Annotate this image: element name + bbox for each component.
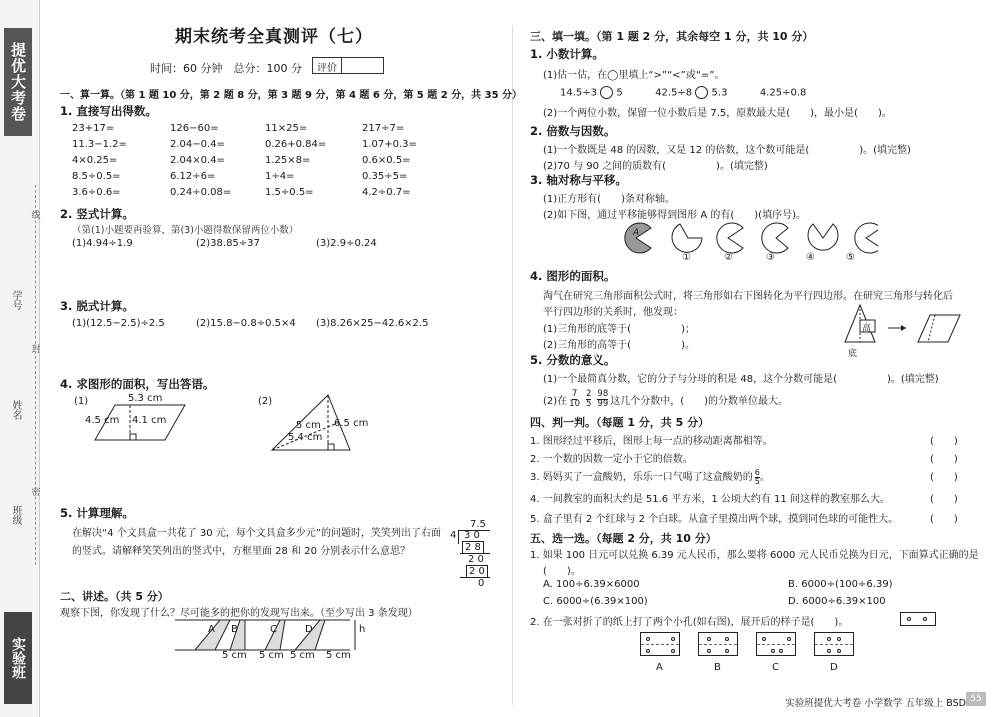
fig1-height: 4.1 cm <box>132 415 167 426</box>
section-4-title: 四、判一判。（每题 1 分，共 5 分） <box>530 416 710 429</box>
label-name: 姓名 <box>10 400 21 420</box>
section-2-text: 观察下图，你发现了什么？尽可能多的把你的发现写出来。（至少写出 3 条发现） <box>60 608 418 619</box>
seal-char: 密 <box>31 488 41 498</box>
judge-item <box>530 432 773 447</box>
r5-title: 5. 分数的意义。 <box>530 353 616 367</box>
r2-a: (1)一个数既是 48 的因数，又是 12 的倍数，这个数可能是( )。(填完整) <box>543 145 911 156</box>
r4-a: (1)三角形的底等于( )； <box>543 324 695 335</box>
r1-a: (1)估一估，在◯里填上“>”“<”或“=”。 <box>543 70 725 81</box>
fraction <box>586 390 591 409</box>
choice-1: 1. 如果 100 日元可以兑换 6.39 元人民币，那么要将 6000 元人民币兑换为日元，下面算式正确的是 <box>530 550 979 561</box>
r2-title: 2. 倍数与因数。 <box>530 124 616 138</box>
fraction <box>597 390 608 409</box>
unfolded-paper-option[interactable] <box>640 632 680 656</box>
oral-calc-item: 0.35÷5= <box>362 171 408 182</box>
fraction-list <box>569 390 608 409</box>
r3-title: 3. 轴对称与平移。 <box>530 173 627 187</box>
r5-b-pre: (2)在 <box>543 396 568 407</box>
fig1-label: (1) <box>74 396 89 407</box>
q2-item: (1)4.94÷1.9 <box>72 238 133 249</box>
folded-paper-figure <box>900 612 936 626</box>
cmp-expr: 4.25÷0.8 <box>759 87 807 99</box>
oral-calc-item: 11×25= <box>265 123 308 134</box>
judge-item <box>530 490 890 505</box>
page-title: 期末统考全真测评（七） <box>175 27 373 47</box>
option-letter: B <box>714 662 721 673</box>
width-label: 5 cm <box>290 650 315 661</box>
compare-circle[interactable] <box>695 86 708 99</box>
oral-calc-item: 8.5÷0.5= <box>72 171 121 182</box>
quotient: 7.5 <box>470 519 486 530</box>
judge-item: 3. 妈妈买了一盒酸奶，乐乐一口气喝了这盒酸奶的 $\frac{6}{5}$ 。 <box>530 467 770 486</box>
numerator: 6 <box>754 467 760 477</box>
judge-answer-paren[interactable]: ( ) <box>930 472 958 483</box>
width-label: 5 cm <box>326 650 351 661</box>
choice-1-opt[interactable]: C. 6000÷(6.39×100) <box>543 596 648 607</box>
seal-char: 线 <box>31 211 41 221</box>
pacman-figures <box>618 220 878 256</box>
fig2-b: 6.5 cm <box>334 418 369 429</box>
section-3-title: 三、填一填。（第 1 题 2 分，其余每空 1 分，共 10 分） <box>530 30 814 43</box>
cmp-left: 42.5÷8 <box>655 87 693 99</box>
time-info: 时间：60 分钟 总分：100 分 <box>150 62 302 75</box>
denominator: 10 <box>569 399 580 409</box>
oral-calc-item: 6.12÷6= <box>170 171 216 182</box>
oral-calc-item: 0.6×0.5= <box>362 155 411 166</box>
unfolded-paper-option[interactable] <box>756 632 796 656</box>
final-remainder: 0 <box>478 578 485 589</box>
dividend: 3 0 <box>464 530 480 541</box>
compare-circle[interactable] <box>600 86 613 99</box>
remainder: 2 0 <box>468 554 484 565</box>
judge-item <box>530 510 898 525</box>
logo-top: 提优大考卷 <box>4 28 32 136</box>
fig-high-label: 高 <box>862 324 872 334</box>
choice-1-blank: ( )。 <box>543 566 581 577</box>
r1-title: 1. 小数计算。 <box>530 47 604 61</box>
label-class: 班级 <box>10 505 21 525</box>
fig1-top: 5.3 cm <box>128 393 163 404</box>
q2-title: 2. 竖式计算。 <box>60 207 134 221</box>
q3-item: (1)(12.5−2.5)÷2.5 <box>72 318 165 329</box>
cmp-right: 5 <box>616 87 623 99</box>
option-num: ① <box>682 252 691 263</box>
judge-text: 3. 妈妈买了一盒酸奶，乐乐一口气喝了这盒酸奶的 <box>530 472 753 483</box>
long-division <box>450 519 498 591</box>
width-label: 5 cm <box>222 650 247 661</box>
fig2-label: (2) <box>258 396 273 407</box>
r4-b: (2)三角形的高等于( )。 <box>543 340 695 351</box>
option-num: ④ <box>806 252 815 263</box>
oral-calc-item: 217÷7= <box>362 123 405 134</box>
cut-line <box>35 185 36 565</box>
judge-answer-paren[interactable]: ( ) <box>930 494 958 505</box>
choice-1-opt[interactable]: D. 6000÷6.39×100 <box>788 596 886 607</box>
judge-answer-paren[interactable]: ( ) <box>930 454 958 465</box>
choice-2: 2. 在一张对折了的纸上打了两个小孔(如右图)，展开后的样子是( )。 <box>530 617 849 628</box>
oral-calc-item: 1.5÷0.5= <box>265 187 314 198</box>
q3-item: (2)15.8−0.8÷0.5×4 <box>196 318 296 329</box>
option-num: ② <box>724 252 733 263</box>
oral-calc-item: 0.24÷0.08= <box>170 187 232 198</box>
q2-item: (2)38.85÷37 <box>196 238 260 249</box>
numerator: 7 <box>571 389 578 399</box>
judge-text: 1. 图形经过平移后，图形上每一点的移动距离都相等。 <box>530 436 773 447</box>
unfolded-paper-option[interactable] <box>814 632 854 656</box>
q2-item: (3)2.9÷0.24 <box>316 238 377 249</box>
q5-title: 5. 计算理解。 <box>60 506 134 520</box>
oral-calc-item: 0.26+0.84= <box>265 139 327 150</box>
label-student-id: 学号 <box>10 290 21 310</box>
fraction <box>569 390 580 409</box>
choice-1-opt[interactable]: B. 6000÷(100÷6.39) <box>788 579 893 590</box>
oral-calc-item: 1.25×8= <box>265 155 311 166</box>
r5-b <box>543 390 788 409</box>
unfolded-paper-option[interactable] <box>698 632 738 656</box>
oral-calc-item: 4×0.25= <box>72 155 118 166</box>
q3-item: (3)8.26×25−42.6×2.5 <box>316 318 429 329</box>
r4-text2: 平行四边形的关系时，他发现： <box>543 307 683 318</box>
q5-text1: 在解决“4 个文具盒一共花了 30 元，每个文具盒多少元”的问题时，笑笑列出了右面 <box>72 528 441 539</box>
seal-char: 封 <box>31 345 41 355</box>
binding-sidebar <box>0 0 40 717</box>
numerator: 2 <box>586 389 592 399</box>
judge-text: 2. 一个数的因数一定小于它的倍数。 <box>530 454 693 465</box>
footer-text: 实验班提优大考卷 小学数学 五年级上 BSD <box>785 698 966 709</box>
option-letter: D <box>830 662 838 673</box>
box-28: 2 8 <box>462 541 484 554</box>
r5-a: (1)一个最简真分数，它的分子与分母的积是 48，这个分数可能是( )。(填完整) <box>543 374 939 385</box>
q4-title: 4. 求图形的面积，写出答语。 <box>60 377 215 391</box>
denominator: 5 <box>586 399 592 409</box>
oral-calc-item: 2.04−0.4= <box>170 139 225 150</box>
oral-calc-item: 11.3−1.2= <box>72 139 127 150</box>
oral-calc-item: 1÷4= <box>265 171 295 182</box>
fig2-a: 5 cm <box>296 420 321 431</box>
eval-box <box>312 57 384 74</box>
numerator: 98 <box>597 389 609 399</box>
q3-title: 3. 脱式计算。 <box>60 299 134 313</box>
oral-calc-item: 4.2÷0.7= <box>362 187 411 198</box>
oral-calc-item: 3.6÷0.6= <box>72 187 121 198</box>
width-label: 5 cm <box>259 650 284 661</box>
divisor: 4 <box>450 530 457 541</box>
column-divider <box>512 25 513 705</box>
section-5-title: 五、选一选。（每题 2 分，共 10 分） <box>530 532 717 545</box>
label-d: D <box>305 624 313 635</box>
judge-answer-paren[interactable]: ( ) <box>930 436 958 447</box>
oral-calc-item: 126−60= <box>170 123 219 134</box>
shape-a-label: A <box>633 228 640 238</box>
judge-answer-paren[interactable]: ( ) <box>930 514 958 525</box>
denominator: 99 <box>597 399 609 409</box>
r4-text1: 淘气在研究三角形面积公式时，将三角形如右下图转化为平行四边形。在研究三角形与转化后 <box>543 291 953 302</box>
q5-text2: 的竖式。请解释笑笑列出的竖式中，方框里面 28 和 20 分别表示什么意思？ <box>72 546 411 557</box>
option-letter: A <box>656 662 663 673</box>
r4-title: 4. 图形的面积。 <box>530 269 616 283</box>
eval-label: 评价 <box>313 58 342 73</box>
option-num: ⑤ <box>846 252 855 263</box>
choice-1-opt[interactable]: A. 100÷6.39×6000 <box>543 579 640 590</box>
judge-item <box>530 450 693 465</box>
denominator: 5 <box>754 476 760 486</box>
judge-text: 5. 盒子里有 2 个红球与 2 个白球。从盒子里摸出两个球，摸到同色球的可能性大。 <box>530 514 899 525</box>
option-num: ③ <box>766 252 775 263</box>
option-letter: C <box>772 662 779 673</box>
judge-text: 4. 一间教室的面积大约是 51.6 平方米，1 公顷大约有 11 间这样的教室那么大。 <box>530 494 890 505</box>
label-h: h <box>359 624 366 635</box>
oral-calc-item: 1.07+0.3= <box>362 139 417 150</box>
oral-calc-item: 23+17= <box>72 123 115 134</box>
r1-cmp-row <box>560 86 806 99</box>
box-20: 2 0 <box>466 565 488 578</box>
triangle-transform-figure <box>840 300 965 348</box>
logo-bottom: 实验班 <box>4 612 32 704</box>
section-2-title: 二、讲述。（共 5 分） <box>60 590 169 603</box>
r3-b: (2)如下图，通过平移能够得到图形 A 的有( )(填序号)。 <box>543 210 806 221</box>
r5-b-post: 这几个分数中，( )的分数单位最大。 <box>610 396 789 407</box>
fig2-h: 5.4 cm <box>288 432 323 443</box>
label-b: B <box>231 624 238 635</box>
fig-base-label: 底 <box>848 349 858 359</box>
section-1-title: 一、算一算。（第 1 题 10 分，第 2 题 8 分，第 3 题 9 分，第 4 题 6 分，第 5 题 2 分，共 35 分） <box>60 90 523 101</box>
q2-note: （第(1)小题要再验算，第(3)小题得数保留两位小数） <box>72 225 299 236</box>
label-c: C <box>270 624 277 635</box>
r3-a: (1)正方形有( )条对称轴。 <box>543 194 675 205</box>
label-a: A <box>208 624 215 635</box>
cmp-right: 5.3 <box>711 87 728 99</box>
q1-title: 1. 直接写出得数。 <box>60 104 157 118</box>
fig1-side: 4.5 cm <box>85 415 120 426</box>
r1-b: (2)一个两位小数，保留一位小数后是 7.5，原数最大是( )，最小是( )。 <box>543 108 892 119</box>
cmp-left: 14.5÷3 <box>560 87 598 99</box>
page-number: 55 <box>966 692 986 706</box>
r2-b: (2)70 与 90 之间的质数有( )。(填完整) <box>543 161 768 172</box>
oral-calc-item: 2.04×0.4= <box>170 155 225 166</box>
